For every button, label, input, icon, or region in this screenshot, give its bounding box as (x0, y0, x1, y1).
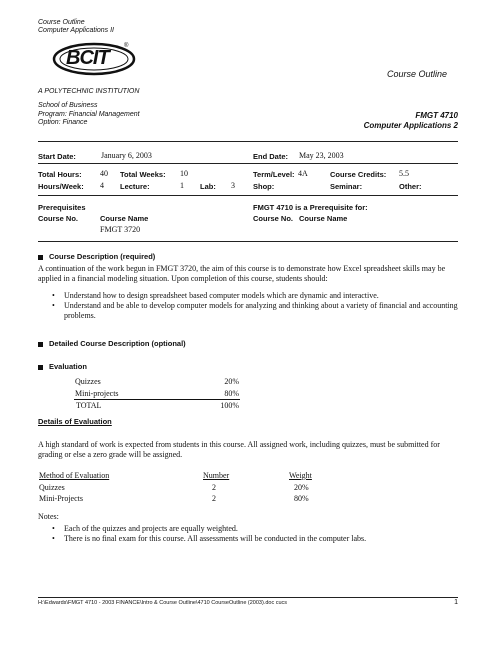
method-header: Method of Evaluation (39, 471, 110, 480)
shop-label: Shop: (253, 182, 275, 191)
list-item: • Understand how to design spreadsheet based computer models which are dynamic and interactive. (50, 291, 458, 301)
evaluation-pct: 100% (220, 401, 239, 410)
page-number: 1 (454, 599, 458, 606)
table-row (38, 470, 330, 482)
total-hours-value: 40 (100, 169, 108, 178)
notes-label: Notes: (38, 512, 59, 521)
method-table (38, 470, 330, 505)
credits-value: 5.5 (399, 169, 409, 178)
prereq-for-title: FMGT 4710 is a Prerequisite for: (253, 203, 368, 212)
running-header-subtitle: Computer Applications II (38, 27, 114, 34)
prereq-for-col-course-name: Course Name (299, 214, 348, 223)
weight-cell: 20% (294, 482, 309, 492)
course-id (364, 111, 458, 131)
list-item: • Understand and be able to develop computer models for analyzing and thinking about a variety of financial and accounting problems. (50, 301, 458, 321)
total-hours-label: Total Hours: (38, 170, 82, 179)
bcit-logo (52, 40, 136, 78)
section-bullet-icon (38, 342, 43, 347)
detailed-description-heading (38, 339, 186, 348)
info-divider (38, 195, 458, 196)
lecture-label: Lecture: (120, 182, 150, 191)
table-row (38, 482, 330, 494)
course-description-heading (38, 252, 155, 261)
seminar-label: Seminar: (330, 182, 363, 191)
other-label: Other: (399, 182, 422, 191)
evaluation-item: TOTAL (76, 401, 102, 410)
number-header: Number (203, 471, 230, 480)
logo-text: BCIT (66, 47, 109, 69)
prereq-title: Prerequisites (38, 203, 86, 212)
number-cell: 2 (212, 494, 216, 503)
details-title: Details of Evaluation (38, 417, 112, 426)
start-date-value: January 6, 2003 (101, 151, 152, 160)
evaluation-heading (38, 362, 87, 371)
weight-cell: 80% (294, 494, 309, 503)
lab-value: 3 (231, 181, 235, 190)
end-date-value: May 23, 2003 (299, 151, 344, 160)
hours-week-value: 4 (100, 181, 104, 190)
table-row (74, 388, 240, 400)
term-label: Term/Level: (253, 170, 295, 179)
course-description-bullets (50, 291, 458, 321)
details-text: A high standard of work is expected from students in this course. All assigned work, including quizzes, must be submitted for grading or else a zero grade will be assigned. (38, 440, 440, 459)
section-bullet-icon (38, 365, 43, 370)
school-info (38, 102, 140, 128)
notes-list (50, 524, 458, 544)
term-value: 4A (298, 169, 308, 178)
list-item: • There is no final exam for this course. All assessments will be conducted in the computer labs. (50, 534, 458, 544)
program-name: Program: Financial Management (38, 110, 140, 118)
prereq-for-col-course-no: Course No. (253, 214, 294, 223)
course-description-title: Course Description (required) (49, 252, 156, 261)
lab-label: Lab: (200, 182, 216, 191)
footer-divider (38, 597, 458, 598)
header-divider (38, 141, 458, 142)
method-cell: Mini-Projects (39, 494, 83, 503)
weight-header: Weight (289, 471, 312, 480)
prereq-col-course-no: Course No. (38, 214, 79, 223)
course-description-text: A continuation of the work begun in FMGT 3720, the aim of this course is to demonstrate how Excel spreadsheet skills may be applied in a financial modeling situation. Upon completion of this course, students should: (38, 264, 446, 283)
footer-path: H:\Edwards\FMGT 4710 - 2003 FINANCE\Intro & Course Outline\4710 CourseOutline (2003).doc cucs (38, 600, 288, 606)
running-header (38, 19, 114, 35)
evaluation-item: Quizzes (75, 377, 101, 386)
evaluation-title: Evaluation (49, 362, 87, 371)
prereq-col-course-name: Course Name (100, 214, 149, 223)
document-title: Course Outline (387, 69, 448, 79)
evaluation-pct: 20% (224, 377, 239, 386)
prereq-course: FMGT 3720 (100, 225, 141, 234)
evaluation-pct: 80% (206, 388, 240, 400)
option-name: Option: Finance (38, 119, 88, 126)
lecture-value: 1 (180, 181, 184, 190)
number-cell: 2 (212, 482, 216, 492)
evaluation-item: Mini-projects (74, 388, 206, 400)
total-weeks-label: Total Weeks: (120, 170, 166, 179)
section-bullet-icon (38, 255, 43, 260)
logo-registered: ® (124, 43, 129, 49)
table-row (74, 400, 240, 412)
hours-week-label: Hours/Week: (38, 182, 84, 191)
evaluation-table (74, 376, 240, 412)
course-code: FMGT 4710 (415, 111, 458, 120)
detailed-description-title: Detailed Course Description (optional) (49, 339, 186, 348)
running-header-title: Course Outline (38, 19, 85, 26)
dates-divider (38, 163, 458, 164)
method-cell: Quizzes (39, 482, 65, 492)
end-date-label: End Date: (253, 152, 289, 161)
list-item: • Each of the quizzes and projects are equally weighted. (50, 524, 458, 534)
table-row (74, 376, 240, 388)
school-name: School of Business (38, 102, 98, 109)
logo-tagline: A POLYTECHNIC INSTITUTION (38, 88, 140, 95)
course-name: Computer Applications 2 (363, 121, 458, 130)
credits-label: Course Credits: (330, 170, 387, 179)
table-row (38, 493, 330, 505)
total-weeks-value: 10 (180, 169, 188, 178)
prereq-divider (38, 241, 458, 242)
start-date-label: Start Date: (38, 152, 76, 161)
